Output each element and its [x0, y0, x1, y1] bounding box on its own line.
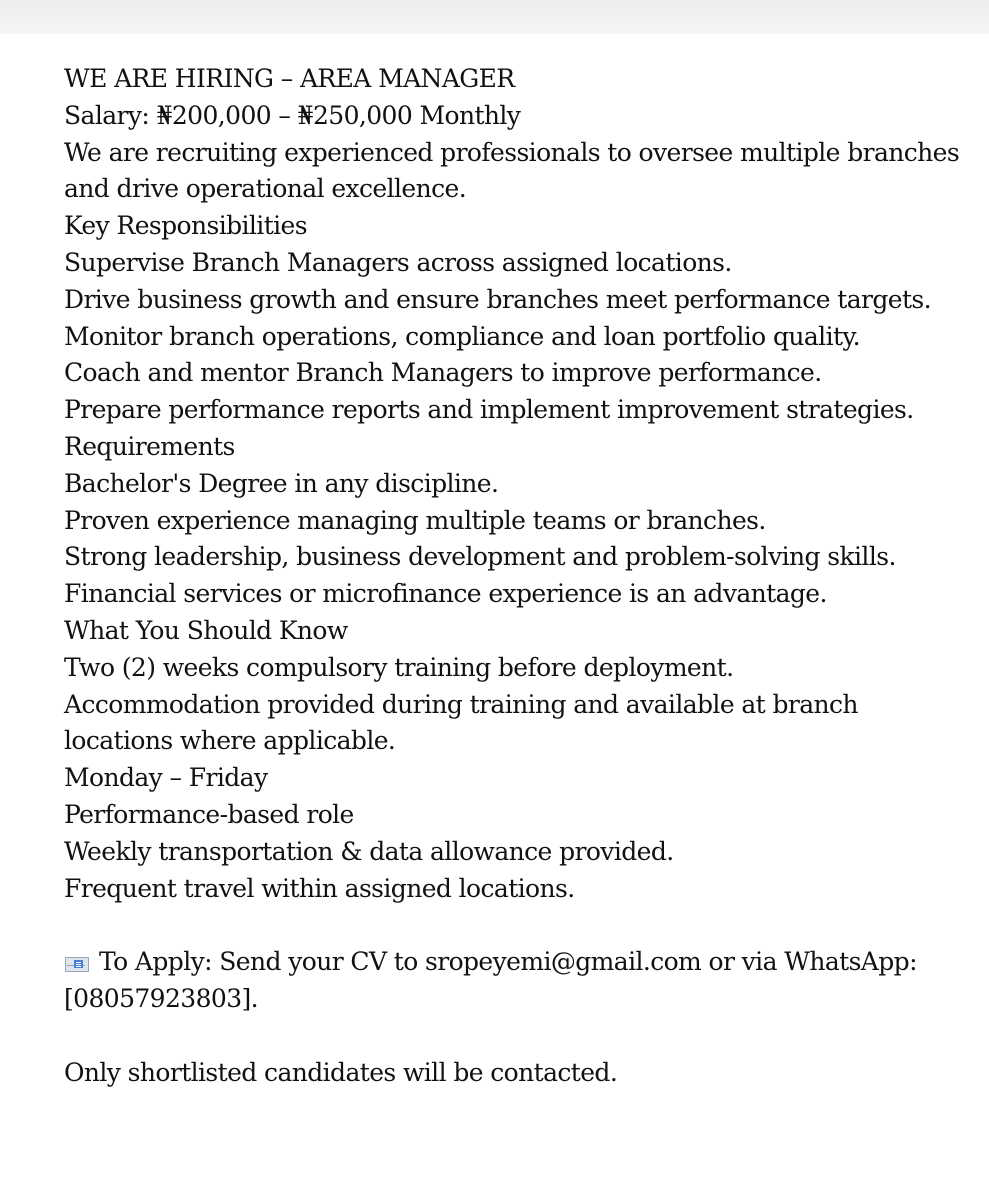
what-to-know-item: Performance-based role: [64, 799, 354, 829]
what-to-know-heading: What You Should Know: [64, 615, 348, 645]
email-icon: [64, 953, 91, 972]
what-to-know-item: Accommodation provided during training and available at branch locations where applicable.: [64, 689, 858, 756]
window-top-bar: [0, 0, 989, 34]
requirement-item: Proven experience managing multiple teams or branches.: [64, 505, 766, 535]
salary-line: Salary: ₦200,000 – ₦250,000 Monthly: [64, 100, 521, 130]
requirement-item: Financial services or microfinance experience is an advantage.: [64, 579, 827, 609]
responsibility-item: Coach and mentor Branch Managers to improve performance.: [64, 358, 822, 388]
responsibility-item: Prepare performance reports and implement improvement strategies.: [64, 395, 914, 425]
apply-text: To Apply: Send your CV to sropeyemi@gmail.com or via WhatsApp: [08057923803].: [64, 947, 917, 1013]
intro-paragraph: We are recruiting experienced professionals to oversee multiple branches and drive operational excellence.: [64, 137, 960, 204]
requirements-heading: Requirements: [64, 431, 235, 461]
blank-line: [64, 1018, 964, 1055]
what-to-know-item: Frequent travel within assigned locations.: [64, 873, 575, 903]
responsibility-item: Monitor branch operations, compliance and loan portfolio quality.: [64, 321, 860, 351]
requirement-item: Strong leadership, business development and problem-solving skills.: [64, 542, 896, 572]
blank-line: [64, 907, 964, 944]
responsibilities-heading: Key Responsibilities: [64, 211, 307, 241]
headline: WE ARE HIRING – AREA MANAGER: [64, 64, 515, 93]
responsibility-item: Supervise Branch Managers across assigned locations.: [64, 247, 732, 277]
what-to-know-item: Monday – Friday: [64, 763, 268, 793]
job-posting-document: [64, 61, 964, 1091]
apply-instructions: [64, 944, 964, 1018]
what-to-know-item: Two (2) weeks compulsory training before deployment.: [64, 652, 734, 682]
what-to-know-item: Weekly transportation & data allowance provided.: [64, 836, 674, 866]
requirement-item: Bachelor's Degree in any discipline.: [64, 468, 499, 498]
responsibility-item: Drive business growth and ensure branches meet performance targets.: [64, 284, 931, 314]
closing-note: Only shortlisted candidates will be contacted.: [64, 1057, 618, 1087]
